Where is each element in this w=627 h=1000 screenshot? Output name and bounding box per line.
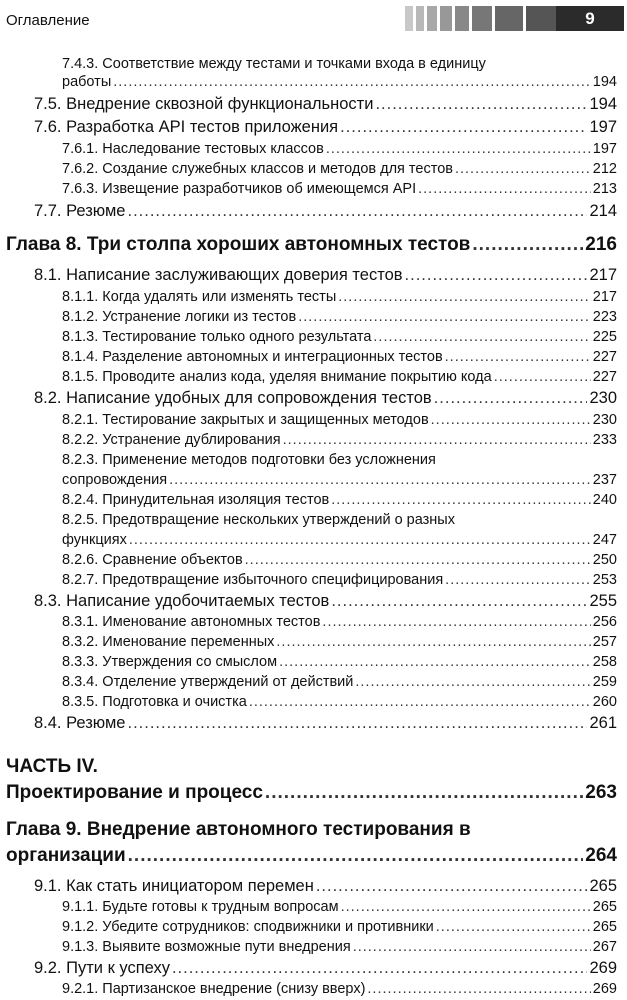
toc-entry-9-2 bbox=[34, 959, 617, 978]
toc-entry-8-2-4 bbox=[62, 492, 617, 508]
toc-entry-title: 8.1.2. Устранение логики из тестов bbox=[62, 309, 297, 325]
toc-entry-title: работы bbox=[62, 74, 112, 90]
toc-page-number: 230 bbox=[589, 389, 617, 407]
toc-page-number: 194 bbox=[589, 95, 617, 113]
toc-leader bbox=[283, 432, 591, 448]
toc-page-number: 269 bbox=[589, 959, 617, 977]
toc-page-number: 260 bbox=[592, 694, 617, 710]
toc-page-number: 258 bbox=[592, 654, 617, 670]
toc-leader bbox=[172, 959, 588, 978]
toc-entry-9-1-2 bbox=[62, 919, 617, 935]
toc-entry-title: функциях bbox=[62, 532, 127, 548]
toc-leader bbox=[169, 472, 591, 488]
toc-page-number: 257 bbox=[592, 634, 617, 650]
toc-chapter-9 bbox=[6, 845, 617, 867]
toc-entry-7-6-2 bbox=[62, 161, 617, 177]
toc-page-number: 216 bbox=[585, 234, 617, 255]
toc-chapter-8 bbox=[6, 234, 617, 256]
toc-page-number: 264 bbox=[585, 845, 617, 866]
toc-leader bbox=[279, 654, 591, 670]
toc-entry-7-6-1 bbox=[62, 141, 617, 157]
toc-leader bbox=[249, 694, 591, 710]
toc-entry-7-6-3 bbox=[62, 181, 617, 197]
toc-entry-8-2-6 bbox=[62, 552, 617, 568]
toc-entry-title: 8.3.3. Утверждения со смыслом bbox=[62, 654, 278, 670]
toc-entry-8-1-5 bbox=[62, 369, 617, 385]
toc-entry-8-2-1 bbox=[62, 412, 617, 428]
toc-page-number: 263 bbox=[585, 782, 617, 803]
toc-leader bbox=[405, 266, 588, 285]
toc-entry-8-1-3 bbox=[62, 329, 617, 345]
toc-entry-title: 8.2.6. Сравнение объектов bbox=[62, 552, 243, 568]
toc-entry-title: 8.2.1. Тестирование закрытых и защищенных методов bbox=[62, 412, 429, 428]
toc-entry-7-5 bbox=[34, 95, 617, 114]
toc-leader bbox=[418, 181, 591, 197]
toc-chapter-9-line1: Глава 9. Внедрение автономного тестирования в bbox=[6, 819, 471, 840]
toc-leader bbox=[113, 74, 591, 90]
toc-page-number: 269 bbox=[592, 981, 617, 997]
header-bar bbox=[405, 6, 413, 31]
toc-entry-title: 8.4. Резюме bbox=[34, 714, 126, 732]
toc-leader bbox=[128, 845, 584, 867]
toc-page-number: 265 bbox=[592, 899, 617, 915]
toc-entry-title: 7.6.3. Извещение разработчиков об имеющемся API bbox=[62, 181, 417, 197]
toc-entry-title: 9.1.3. Выявите возможные пути внедрения bbox=[62, 939, 351, 955]
header-bar bbox=[427, 6, 437, 31]
toc-leader bbox=[129, 532, 591, 548]
toc-leader bbox=[245, 552, 591, 568]
toc-entry-title: 8.1. Написание заслуживающих доверия тестов bbox=[34, 266, 403, 284]
toc-leader bbox=[331, 592, 587, 611]
toc-leader bbox=[431, 412, 591, 428]
toc-page-number: 237 bbox=[592, 472, 617, 488]
toc-leader bbox=[355, 674, 590, 690]
toc-entry-title: 8.3.1. Именование автономных тестов bbox=[62, 614, 321, 630]
toc-entry-title: 7.6.1. Наследование тестовых классов bbox=[62, 141, 324, 157]
toc-leader bbox=[276, 634, 590, 650]
toc-leader bbox=[326, 141, 591, 157]
toc-entry-8-2-3-line1: 8.2.3. Применение методов подготовки без усложнения bbox=[62, 452, 436, 468]
toc-page-number: 217 bbox=[589, 266, 617, 284]
toc-entry-title: 8.3.2. Именование переменных bbox=[62, 634, 275, 650]
toc-entry-title: 9.1.1. Будьте готовы к трудным вопросам bbox=[62, 899, 339, 915]
toc-leader bbox=[494, 369, 591, 385]
header-bar bbox=[472, 6, 492, 31]
toc-page-number: 214 bbox=[589, 202, 617, 220]
toc-entry-8-3-3 bbox=[62, 654, 617, 670]
toc-entry-8-2-5 bbox=[62, 532, 617, 548]
toc-entry-8-3-1 bbox=[62, 614, 617, 630]
toc-page-number: 259 bbox=[592, 674, 617, 690]
toc-page-number: 223 bbox=[592, 309, 617, 325]
toc-entry-9-2-1 bbox=[62, 981, 617, 997]
toc-entry-7-7 bbox=[34, 202, 617, 221]
toc-entry-title: 8.1.1. Когда удалять или изменять тесты bbox=[62, 289, 337, 305]
toc-entry-title: 8.3. Написание удобочитаемых тестов bbox=[34, 592, 330, 610]
toc-entry-8-2 bbox=[34, 389, 617, 408]
header-bar bbox=[495, 6, 523, 31]
toc-leader bbox=[472, 234, 583, 256]
toc-entry-title: 7.5. Внедрение сквозной функциональности bbox=[34, 95, 374, 113]
page-number-badge: 9 bbox=[556, 6, 624, 31]
toc-part-title: Проектирование и процесс bbox=[6, 782, 263, 803]
toc-entry-8-2-3 bbox=[62, 472, 617, 488]
toc-page-number: 253 bbox=[592, 572, 617, 588]
toc-entry-8-1 bbox=[34, 266, 617, 285]
toc-leader bbox=[375, 95, 587, 114]
toc-entry-title: 9.1.2. Убедите сотрудников: сподвижники и противники bbox=[62, 919, 434, 935]
toc-page-number: 213 bbox=[592, 181, 617, 197]
toc-leader bbox=[127, 202, 587, 221]
toc-entry-title: 7.6.2. Создание служебных классов и методов для тестов bbox=[62, 161, 453, 177]
toc-page-number: 197 bbox=[592, 141, 617, 157]
toc-entry-title: 9.2. Пути к успеху bbox=[34, 959, 170, 977]
toc-page-number: 194 bbox=[592, 74, 617, 90]
toc-entry-9-1 bbox=[34, 877, 617, 896]
toc-part-4 bbox=[6, 782, 617, 804]
toc-entry-8-2-2 bbox=[62, 432, 617, 448]
toc-entry-title: 8.2.2. Устранение дублирования bbox=[62, 432, 281, 448]
toc-entry-9-1-3 bbox=[62, 939, 617, 955]
toc-entry-8-1-2 bbox=[62, 309, 617, 325]
toc-leader bbox=[322, 614, 590, 630]
toc-entry-title: 8.1.5. Проводите анализ кода, уделяя внимание покрытию кода bbox=[62, 369, 492, 385]
toc-leader bbox=[455, 161, 591, 177]
toc-leader bbox=[340, 118, 587, 137]
page-header bbox=[0, 0, 627, 40]
toc-chapter-title: Глава 8. Три столпа хороших автономных тестов bbox=[6, 234, 471, 255]
toc-page-number: 261 bbox=[589, 714, 617, 732]
toc-page-number: 267 bbox=[592, 939, 617, 955]
toc-leader bbox=[127, 714, 587, 733]
toc-leader bbox=[434, 389, 588, 408]
header-decoration-bars bbox=[405, 6, 563, 31]
toc-leader bbox=[436, 919, 591, 935]
toc-leader bbox=[341, 899, 591, 915]
toc-leader bbox=[367, 981, 590, 997]
toc-leader bbox=[373, 329, 590, 345]
toc-leader bbox=[316, 877, 588, 896]
toc-page-number: 250 bbox=[592, 552, 617, 568]
toc-leader bbox=[331, 492, 591, 508]
toc-page-number: 217 bbox=[592, 289, 617, 305]
toc-entry-title: 8.3.4. Отделение утверждений от действий bbox=[62, 674, 354, 690]
toc-entry-8-3-2 bbox=[62, 634, 617, 650]
toc-entry-7-4-3-line1: 7.4.3. Соответствие между тестами и точками входа в единицу bbox=[62, 56, 486, 72]
toc-entry-8-3 bbox=[34, 592, 617, 611]
toc-leader bbox=[445, 572, 591, 588]
toc-page-number: 227 bbox=[592, 369, 617, 385]
header-bar bbox=[526, 6, 560, 31]
toc-entry-title: 8.3.5. Подготовка и очистка bbox=[62, 694, 247, 710]
toc-page-number: 233 bbox=[592, 432, 617, 448]
toc-entry-title: сопровождения bbox=[62, 472, 168, 488]
toc-entry-title: 8.2.4. Принудительная изоляция тестов bbox=[62, 492, 330, 508]
running-header-title: Оглавление bbox=[6, 12, 90, 29]
toc-page-number: 255 bbox=[589, 592, 617, 610]
toc-part-4-label: ЧАСТЬ IV. bbox=[6, 756, 98, 777]
toc-entry-title: 8.1.4. Разделение автономных и интеграционных тестов bbox=[62, 349, 443, 365]
toc-entry-8-4 bbox=[34, 714, 617, 733]
toc-entry-8-2-7 bbox=[62, 572, 617, 588]
header-bar bbox=[416, 6, 424, 31]
header-bar bbox=[440, 6, 452, 31]
toc-entry-8-2-5-line1: 8.2.5. Предотвращение нескольких утверждений о разных bbox=[62, 512, 455, 528]
toc-page-number: 256 bbox=[592, 614, 617, 630]
header-bar bbox=[455, 6, 469, 31]
toc-entry-8-1-4 bbox=[62, 349, 617, 365]
toc-page-number: 265 bbox=[592, 919, 617, 935]
toc-entry-7-4-3 bbox=[62, 74, 617, 90]
toc-leader bbox=[445, 349, 591, 365]
toc-leader bbox=[298, 309, 591, 325]
toc-entry-title: 9.1. Как стать инициатором перемен bbox=[34, 877, 314, 895]
toc-page-number: 265 bbox=[589, 877, 617, 895]
toc-entry-title: 8.2. Написание удобных для сопровождения тестов bbox=[34, 389, 432, 407]
toc-page-number: 247 bbox=[592, 532, 617, 548]
toc-chapter-title: организации bbox=[6, 845, 126, 866]
toc-leader bbox=[338, 289, 591, 305]
toc-page-number: 212 bbox=[592, 161, 617, 177]
toc-entry-9-1-1 bbox=[62, 899, 617, 915]
toc-page-number: 240 bbox=[592, 492, 617, 508]
toc-entry-title: 7.7. Резюме bbox=[34, 202, 126, 220]
toc-entry-title: 9.2.1. Партизанское внедрение (снизу вверх) bbox=[62, 981, 366, 997]
toc-entry-title: 8.1.3. Тестирование только одного результата bbox=[62, 329, 372, 345]
toc-page-number: 227 bbox=[592, 349, 617, 365]
toc-page-number: 197 bbox=[589, 118, 617, 136]
toc-entry-title: 7.6. Разработка API тестов приложения bbox=[34, 118, 339, 136]
toc-page-number: 225 bbox=[592, 329, 617, 345]
toc-leader bbox=[265, 782, 583, 804]
toc-page-number: 230 bbox=[592, 412, 617, 428]
toc-entry-8-1-1 bbox=[62, 289, 617, 305]
toc-entry-8-3-4 bbox=[62, 674, 617, 690]
toc-entry-8-3-5 bbox=[62, 694, 617, 710]
toc-entry-7-6 bbox=[34, 118, 617, 137]
toc-leader bbox=[353, 939, 591, 955]
toc-entry-title: 8.2.7. Предотвращение избыточного специфицирования bbox=[62, 572, 444, 588]
